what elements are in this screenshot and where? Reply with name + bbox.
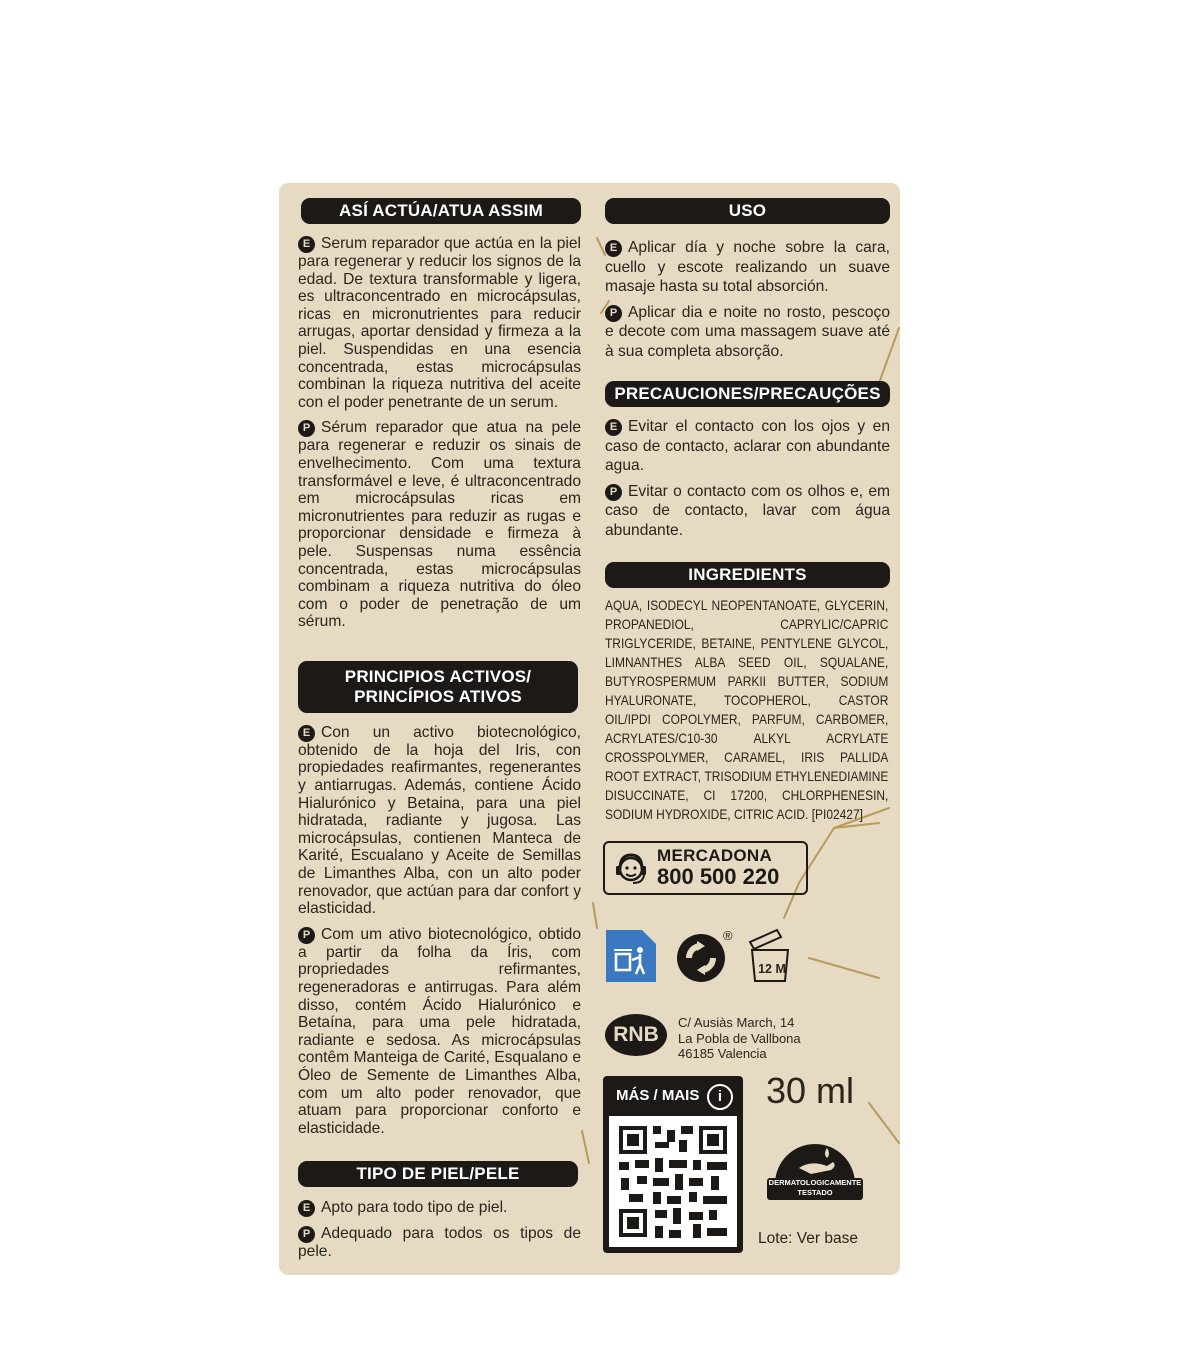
uso-pt-text: Aplicar dia e noite no rosto, pescoço e decote com uma massagem suave até à sua completa absorção. bbox=[605, 303, 890, 360]
portuguese-label-icon: P bbox=[605, 484, 622, 501]
tipo-pt-text: Adequado para todos os tipos de pele. bbox=[298, 1225, 581, 1261]
volume-label: 30 ml bbox=[766, 1070, 855, 1111]
section-header-precauciones: PRECAUCIONES/PRECAUÇÕES bbox=[605, 381, 890, 407]
section-header-ingredients: INGREDIENTS bbox=[605, 562, 890, 588]
address-line3: 46185 Valencia bbox=[678, 1046, 767, 1061]
product-label-panel bbox=[279, 183, 900, 1275]
tipo-es-text: Apto para todo tipo de piel. bbox=[321, 1199, 508, 1217]
spanish-label-icon: E bbox=[298, 725, 315, 742]
uso-es-text: Aplicar día y noche sobre la cara, cuello y escote realizando un suave masaje hasta su total absorción. bbox=[605, 239, 890, 295]
portuguese-label-icon: P bbox=[298, 420, 315, 437]
qr-code[interactable] bbox=[609, 1116, 737, 1247]
derm-line1: DERMATOLOGICAMENTE bbox=[768, 1178, 862, 1187]
tipo-pt-paragraph bbox=[298, 1225, 581, 1261]
principios-es-text: Con un activo biotecnológico, obtenido de la hoja del Iris, con propiedades reafirmantes, regenerantes y antiarrugas. Además, contiene Ácido Hialurónico y Betaina, para una piel hidratada, radiante y jugosa. Las microcápsulas, contienen Manteca de Karité, Escualano y Aceite de Semillas de Limanthes Alba, con un alto poder renovador, que actúan para dar confort y elasticidad. bbox=[298, 723, 581, 918]
period-after-opening-jar-icon bbox=[747, 929, 793, 985]
ingredients-wrapper bbox=[605, 596, 890, 822]
portuguese-label-icon: P bbox=[298, 1226, 315, 1243]
precauciones-pt-text: Evitar o contacto com os olhos e, em caso de contacto, lavar com água abundante. bbox=[605, 482, 890, 539]
section-header-asi-actua: ASÍ ACTÚA/ATUA ASSIM bbox=[301, 198, 581, 224]
section-header-uso: USO bbox=[605, 198, 890, 224]
asi-actua-es-paragraph bbox=[298, 235, 581, 411]
spanish-label-icon: E bbox=[298, 1200, 315, 1217]
derm-line2: TESTADO bbox=[797, 1188, 833, 1197]
hand-drop-icon bbox=[767, 1136, 863, 1216]
ingredients-text: AQUA, ISODECYL NEOPENTANOATE, GLYCERIN, PROPANEDIOL, CAPRYLIC/CAPRIC TRIGLYCERIDE, BETAINE, PENTYLENE GLYCOL, LIMNANTHES ALBA SEED OIL, SQUALANE, BUTYROSPERMUM PARKII BUTTER, SODIUM HYALURONATE, TOCOPHEROL, CASTOR OIL/IPDI COPOLYMER, PARFUM, CARBOMER, ACRYLATES/C10-30 ALKYL ACRYLATE CROSSPOLYMER, CARAMEL, IRIS PALLIDA ROOT EXTRACT, TRISODIUM ETHYLENEDIAMINE DISUCCINATE, CI 17200, CHLORPHENESIN, SODIUM HYDROXIDE, CITRIC ACID. [PI02427] bbox=[605, 598, 889, 822]
principios-pt-paragraph bbox=[298, 926, 581, 1138]
dermatologically-tested-badge bbox=[767, 1136, 863, 1216]
registered-mark: ® bbox=[723, 928, 733, 943]
spanish-label-icon: E bbox=[298, 236, 315, 253]
spanish-label-icon: E bbox=[605, 240, 622, 257]
asi-actua-es-text: Serum reparador que actúa en la piel para regenerar y reducir los signos de la edad. De textura transformable y ligera, es ultraconcentrado en microcápsulas, ricas en micronutrientes para reducir arrugas, aportar densidad y firmeza a la piel. Suspendidas en una esencia concentrada, estas microcápsulas combinan la riqueza nutritiva del aceite con el poder penetrante de un serum. bbox=[298, 235, 581, 411]
principios-header-line1: PRINCIPIOS ACTIVOS/ bbox=[344, 666, 532, 686]
principios-header-line2: PRINCÍPIOS ATIVOS bbox=[354, 686, 522, 706]
address-line2: La Pobla de Vallbona bbox=[678, 1030, 801, 1046]
pao-label: 12 M bbox=[758, 962, 786, 976]
precauciones-es-paragraph bbox=[605, 417, 890, 476]
asi-actua-pt-paragraph bbox=[298, 419, 581, 631]
precauciones-pt-paragraph bbox=[605, 482, 890, 541]
more-info-label: MÁS / MAIS bbox=[616, 1087, 700, 1104]
portuguese-label-icon: P bbox=[605, 305, 622, 322]
info-icon: i bbox=[707, 1084, 733, 1110]
principios-es-paragraph bbox=[298, 724, 581, 918]
left-column bbox=[298, 198, 581, 1261]
qr-code-pattern bbox=[609, 1116, 737, 1247]
uso-es-paragraph bbox=[605, 238, 890, 297]
derm-text bbox=[767, 1178, 863, 1198]
rnb-logo: RNB bbox=[605, 1014, 667, 1056]
right-column bbox=[605, 198, 890, 822]
phone-brand: MERCADONA bbox=[657, 846, 773, 865]
tipo-es-paragraph bbox=[298, 1199, 581, 1217]
uso-pt-paragraph bbox=[605, 303, 890, 362]
phone-number: 800 500 220 bbox=[657, 864, 780, 889]
precauciones-es-text: Evitar el contacto con los ojos y en caso de contacto, aclarar con abundante agua. bbox=[605, 418, 890, 474]
address-line1: C/ Ausiàs March, 14 bbox=[678, 1015, 795, 1030]
principios-pt-text: Com um ativo biotecnológico, obtido a partir da folha da Íris, com propriedades refirmantes, regeneradoras e antirrugas. Para além disso, contém Ácido Hialurónico e Betaína, para uma pele hidratada, radiante e sedosa. As microcápsulas contêm Manteiga de Carité, Esqualano e Óleo de Semente de Limanthes Alba, com um alto poder renovador, que atuam para proporcionar conforto e elasticidade. bbox=[298, 925, 581, 1137]
customer-service-phone-badge bbox=[603, 841, 808, 895]
portuguese-label-icon: P bbox=[298, 927, 315, 944]
spanish-label-icon: E bbox=[605, 419, 622, 436]
rnb-address bbox=[678, 1015, 801, 1062]
more-info-qr-block[interactable] bbox=[603, 1076, 743, 1253]
asi-actua-pt-text: Sérum reparador que atua na pele para regenerar e reduzir os sinais de envelhecimento. Com uma textura transformável e leve, é ultraconcentrado em microcápsulas ricas em micronutrientes para reduzir as rugas e proporcionar densidade e firmeza à pele. Suspensas numa essência concentrada, estas microcápsulas combinam a riqueza nutritiva do óleo com o poder de penetração de um sérum. bbox=[298, 419, 581, 631]
headset-agent-icon bbox=[611, 849, 651, 889]
section-header-principios bbox=[298, 661, 578, 713]
batch-label: Lote: Ver base bbox=[758, 1230, 858, 1247]
recycling-bin-icon bbox=[606, 930, 656, 982]
section-header-tipo: TIPO DE PIEL/PELE bbox=[298, 1161, 578, 1187]
